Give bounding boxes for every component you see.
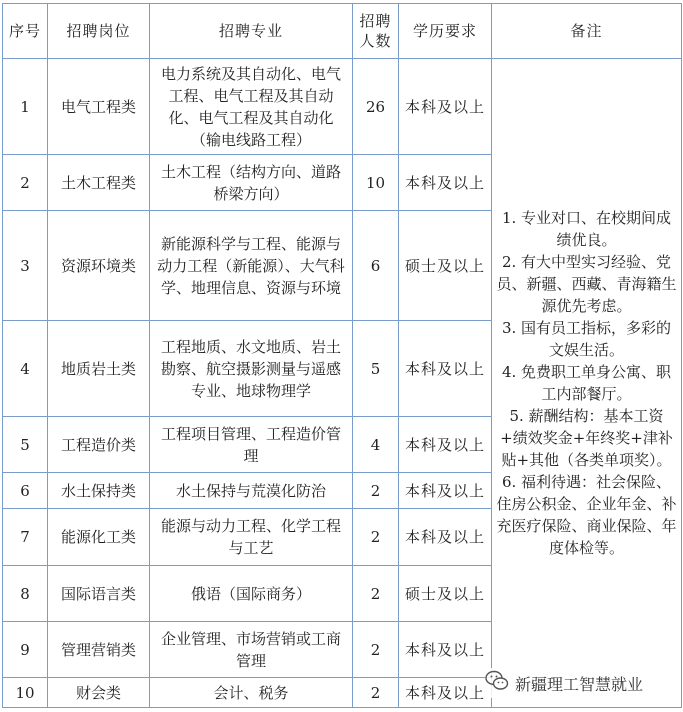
cell-education: 本科及以上 xyxy=(399,473,492,509)
cell-seq: 2 xyxy=(3,155,48,211)
cell-major: 企业管理、市场营销或工商管理 xyxy=(150,622,353,678)
cell-position: 国际语言类 xyxy=(48,566,150,622)
cell-count: 5 xyxy=(353,321,399,417)
cell-position: 工程造价类 xyxy=(48,417,150,473)
cell-seq: 3 xyxy=(3,211,48,321)
note-item: 4. 免费职工单身公寓、职工内部餐厅。 xyxy=(501,363,672,403)
cell-position: 财会类 xyxy=(48,678,150,708)
cell-seq: 1 xyxy=(3,59,48,155)
cell-count: 2 xyxy=(353,566,399,622)
cell-seq: 4 xyxy=(3,321,48,417)
cell-major: 能源与动力工程、化学工程与工艺 xyxy=(150,509,353,566)
watermark xyxy=(485,668,675,698)
cell-count: 2 xyxy=(353,622,399,678)
cell-seq: 9 xyxy=(3,622,48,678)
cell-count: 2 xyxy=(353,678,399,708)
cell-major: 会计、税务 xyxy=(150,678,353,708)
cell-education: 本科及以上 xyxy=(399,417,492,473)
cell-position: 资源环境类 xyxy=(48,211,150,321)
cell-count: 2 xyxy=(353,509,399,566)
note-item: 2. 有大中型实习经验、党员、新疆、西藏、青海籍生源优先考虑。 xyxy=(496,253,677,315)
cell-education: 本科及以上 xyxy=(399,59,492,155)
table-row xyxy=(3,59,682,155)
cell-education: 本科及以上 xyxy=(399,321,492,417)
watermark-text: 新疆理工智慧就业 xyxy=(515,674,644,694)
note-item: 6. 福利待遇：社会保险、住房公积金、企业年金、补充医疗保险、商业保险、年度体检等。 xyxy=(496,473,677,557)
header-position: 招聘岗位 xyxy=(48,4,150,59)
cell-education: 本科及以上 xyxy=(399,678,492,708)
header-major: 招聘专业 xyxy=(150,4,353,59)
cell-major: 水土保持与荒漠化防治 xyxy=(150,473,353,509)
cell-count: 26 xyxy=(353,59,399,155)
cell-seq: 8 xyxy=(3,566,48,622)
cell-education: 硕士及以上 xyxy=(399,211,492,321)
recruitment-table xyxy=(2,3,682,708)
cell-seq: 7 xyxy=(3,509,48,566)
cell-major: 工程项目管理、工程造价管理 xyxy=(150,417,353,473)
cell-major: 工程地质、水文地质、岩土勘察、航空摄影测量与遥感专业、地球物理学 xyxy=(150,321,353,417)
cell-position: 管理营销类 xyxy=(48,622,150,678)
header-notes: 备注 xyxy=(492,4,682,59)
header-count xyxy=(353,4,399,59)
notes-cell xyxy=(492,59,682,708)
cell-major: 新能源科学与工程、能源与动力工程（新能源）、大气科学、地理信息、资源与环境 xyxy=(150,211,353,321)
cell-position: 土木工程类 xyxy=(48,155,150,211)
cell-count: 10 xyxy=(353,155,399,211)
cell-major: 土木工程（结构方向、道路桥梁方向） xyxy=(150,155,353,211)
cell-major: 俄语（国际商务） xyxy=(150,566,353,622)
cell-major: 电力系统及其自动化、电气工程、电气工程及其自动化、电气工程及其自动化（输电线路工程） xyxy=(150,59,353,155)
cell-count: 6 xyxy=(353,211,399,321)
cell-count: 2 xyxy=(353,473,399,509)
header-row xyxy=(3,4,682,59)
cell-education: 本科及以上 xyxy=(399,155,492,211)
header-count-label: 招聘人数 xyxy=(359,12,392,50)
cell-education: 本科及以上 xyxy=(399,509,492,566)
note-item: 5. 薪酬结构：基本工资+绩效奖金+年终奖+津补贴+其他（各类单项奖）。 xyxy=(500,407,673,469)
cell-position: 能源化工类 xyxy=(48,509,150,566)
cell-education: 硕士及以上 xyxy=(399,566,492,622)
cell-position: 水土保持类 xyxy=(48,473,150,509)
cell-seq: 5 xyxy=(3,417,48,473)
cell-seq: 6 xyxy=(3,473,48,509)
note-item: 1. 专业对口、在校期间成绩优良。 xyxy=(501,209,672,249)
cell-education: 本科及以上 xyxy=(399,622,492,678)
cell-count: 4 xyxy=(353,417,399,473)
wechat-icon xyxy=(485,670,509,696)
cell-position: 地质岩土类 xyxy=(48,321,150,417)
cell-position: 电气工程类 xyxy=(48,59,150,155)
header-education: 学历要求 xyxy=(399,4,492,59)
header-seq: 序号 xyxy=(3,4,48,59)
cell-seq: 10 xyxy=(3,678,48,708)
note-item: 3. 国有员工指标，多彩的文娱生活。 xyxy=(501,319,672,359)
